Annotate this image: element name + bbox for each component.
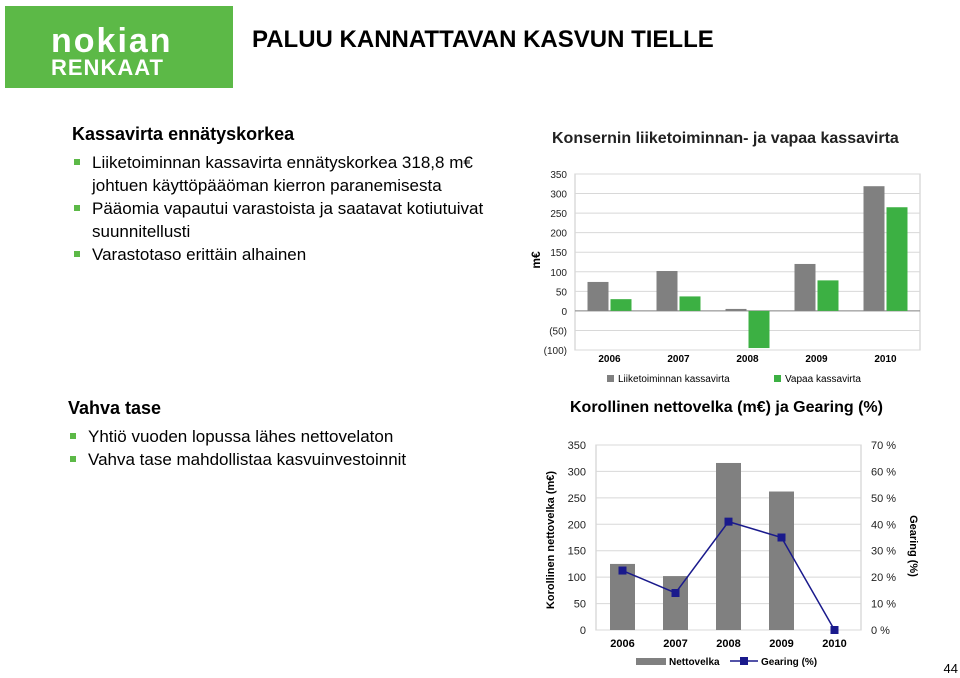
bullet-item — [72, 151, 517, 197]
gearing-marker — [725, 518, 733, 526]
bar-free-cash-flow — [818, 280, 839, 311]
y2-axis-label: Gearing (%) — [907, 515, 919, 577]
bullet-icon — [74, 205, 80, 211]
x-tick-label: 2008 — [736, 354, 759, 365]
bullet-icon — [70, 433, 76, 439]
bullet-item — [68, 425, 508, 448]
legend-label: Vapaa kassavirta — [785, 374, 861, 385]
y2-tick-label: 70 % — [871, 440, 897, 452]
x-tick-label: 2007 — [667, 354, 690, 365]
bar-net-debt — [769, 492, 794, 630]
y-axis-label: m€ — [529, 251, 543, 269]
gearing-marker — [672, 589, 680, 597]
bullet-text: Liiketoiminnan kassavirta ennätyskorkea 318,8 m€ johtuen käyttöpääöman kierron paranemisesta — [92, 153, 473, 195]
bullet-item — [72, 243, 517, 266]
x-tick-label: 2010 — [822, 638, 847, 650]
chart1-title: Konsernin liiketoiminnan- ja vapaa kassavirta — [552, 130, 899, 147]
page-number: 44 — [943, 661, 958, 676]
bullet-list — [72, 151, 517, 266]
bullet-text: Yhtiö vuoden lopussa lähes nettovelaton — [88, 427, 394, 446]
legend-label: Gearing (%) — [761, 657, 818, 668]
y-axis-label: Korollinen nettovelka (m€) — [545, 470, 557, 610]
x-tick-label: 2008 — [716, 638, 741, 650]
page-title: PALUU KANNATTAVAN KASVUN TIELLE — [252, 26, 714, 53]
y-tick-label: 150 — [550, 248, 567, 260]
y-tick-label: 0 — [579, 625, 586, 637]
y-tick-label: 350 — [567, 440, 586, 452]
logo-text-top: nokian — [51, 22, 173, 60]
bullet-list — [68, 425, 508, 471]
y-tick-label: 0 — [561, 306, 567, 318]
cash-flow-chart — [520, 150, 950, 400]
gearing-marker — [619, 567, 627, 575]
bar-net-debt — [663, 576, 688, 630]
bar-operating-cash-flow — [726, 309, 747, 311]
legend-label: Nettovelka — [669, 657, 720, 668]
legend-marker — [740, 657, 748, 665]
y-tick-label: 250 — [567, 492, 586, 505]
x-tick-label: 2009 — [769, 638, 794, 650]
y2-tick-label: 50 % — [871, 492, 897, 505]
bar-free-cash-flow — [611, 299, 632, 311]
y-tick-label: (100) — [543, 346, 567, 357]
y-tick-label: 350 — [550, 170, 567, 181]
x-tick-label: 2010 — [874, 354, 897, 365]
y-tick-label: 250 — [550, 209, 567, 221]
company-logo — [5, 6, 233, 88]
section-heading: Kassavirta ennätyskorkea — [72, 124, 295, 144]
y2-tick-label: 30 % — [871, 545, 897, 558]
y-tick-label: 200 — [550, 228, 567, 240]
bullet-item — [72, 197, 517, 243]
bar-operating-cash-flow — [795, 264, 816, 311]
legend-swatch — [636, 658, 666, 665]
x-tick-label: 2009 — [805, 354, 828, 365]
y-tick-label: 50 — [555, 287, 567, 299]
bar-net-debt — [716, 463, 741, 630]
bar-free-cash-flow — [887, 207, 908, 311]
y-tick-label: 300 — [550, 189, 567, 201]
y-tick-label: (50) — [549, 326, 567, 338]
y-tick-label: 200 — [567, 519, 586, 532]
gearing-marker — [831, 626, 839, 634]
gearing-marker — [778, 534, 786, 542]
chart2-title: Korollinen nettovelka (m€) ja Gearing (%) — [570, 399, 883, 416]
bullet-item — [68, 448, 508, 471]
section-cash-flow — [72, 124, 517, 266]
bullet-icon — [74, 251, 80, 257]
bullet-text: Varastotaso erittäin alhainen — [92, 245, 307, 264]
y2-tick-label: 20 % — [871, 572, 897, 585]
x-tick-label: 2006 — [598, 354, 621, 365]
legend-label: Liiketoiminnan kassavirta — [618, 374, 730, 385]
x-tick-label: 2006 — [610, 638, 635, 650]
bullet-icon — [74, 159, 80, 165]
bullet-text: Vahva tase mahdollistaa kasvuinvestoinnit — [88, 450, 407, 469]
bar-operating-cash-flow — [588, 282, 609, 311]
y-tick-label: 50 — [573, 598, 586, 611]
bar-free-cash-flow — [680, 296, 701, 310]
legend-swatch — [607, 375, 614, 382]
y-tick-label: 100 — [550, 267, 567, 279]
y-tick-label: 300 — [567, 466, 586, 479]
net-debt-chart — [524, 422, 944, 674]
legend-swatch — [774, 375, 781, 382]
y2-tick-label: 0 % — [871, 625, 890, 637]
bullet-text: Pääomia vapautui varastoista ja saatavat kotiutuivat suunnitellusti — [92, 199, 484, 241]
y2-tick-label: 10 % — [871, 598, 897, 611]
bullet-icon — [70, 456, 76, 462]
bar-free-cash-flow — [749, 311, 770, 348]
x-tick-label: 2007 — [663, 638, 688, 650]
bar-operating-cash-flow — [657, 271, 678, 311]
section-balance-sheet — [68, 398, 508, 471]
y-tick-label: 150 — [567, 545, 586, 558]
y-tick-label: 100 — [567, 572, 586, 585]
section-heading: Vahva tase — [68, 398, 162, 418]
bar-operating-cash-flow — [864, 186, 885, 311]
logo-text-bottom: RENKAAT — [51, 55, 164, 80]
y2-tick-label: 60 % — [871, 466, 897, 479]
y2-tick-label: 40 % — [871, 519, 897, 532]
